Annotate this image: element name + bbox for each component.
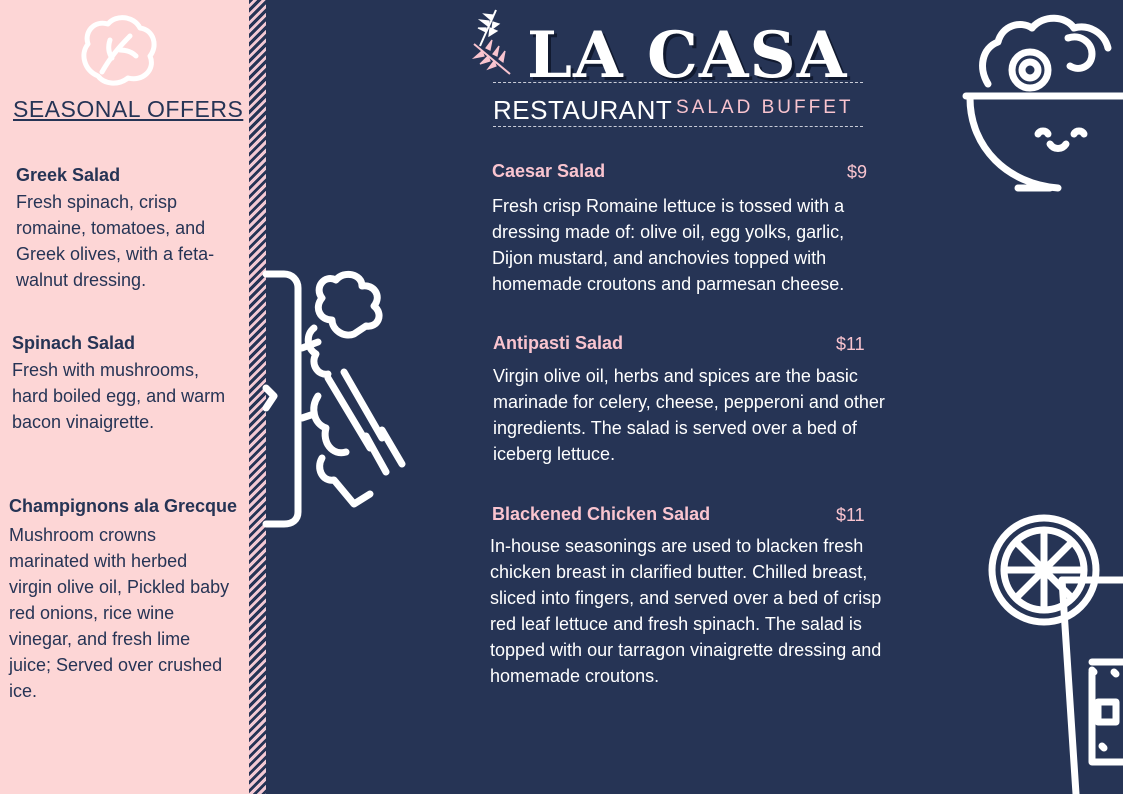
offer-description: Mushroom crowns marinated with herbed virgin olive oil, Pickled baby red onions, rice wine vinegar, and fresh lime juice; Served over crushed ice. (9, 525, 230, 701)
offer-description: Fresh with mushrooms, hard boiled egg, and warm bacon vinaigrette. (12, 360, 226, 432)
menu-item-name: Antipasti Salad (493, 333, 624, 353)
seasonal-offers-title: SEASONAL OFFERS (13, 96, 244, 122)
logo-divider (493, 82, 863, 83)
offer-name: Greek Salad (16, 165, 121, 185)
offer-description: Fresh spinach, crisp romaine, tomatoes, and Greek olives, with a feta-walnut dressing. (16, 192, 215, 290)
logo-divider (493, 126, 863, 127)
lettuce-icon (78, 14, 158, 86)
menu-item-price: $11 (836, 505, 865, 525)
logo-tagline: SALAD BUFFET (676, 97, 854, 118)
vegetables-half-icon (262, 268, 430, 530)
logo-subtitle: RESTAURANT (493, 95, 673, 125)
lemonade-drink-icon (986, 512, 1123, 794)
menu-item-name: Blackened Chicken Salad (492, 504, 711, 524)
seasonal-offers-sidebar (0, 0, 249, 794)
salad-bowl-icon (958, 8, 1123, 198)
menu-item-description: Virgin olive oil, herbs and spices are the basic marinade for celery, cheese, pepperoni and other ingredients. The salad is served over a bed of iceberg lettuce. (493, 366, 885, 464)
offer-name: Spinach Salad (12, 333, 136, 353)
offer-name: Champignons ala Grecque (9, 496, 238, 516)
fern-leaves-icon (466, 6, 522, 76)
menu-item-name: Caesar Salad (492, 161, 606, 181)
menu-item-price: $9 (847, 162, 868, 182)
menu-item-price: $11 (836, 334, 865, 354)
menu-item-description: Fresh crisp Romaine lettuce is tossed with a dressing made of: olive oil, egg yolks, garlic, Dijon mustard, and anchovies topped with homemade croutons and parmesan cheese. (492, 196, 845, 294)
restaurant-logo: LA CASA (527, 18, 848, 93)
menu-item-description: In-house seasonings are used to blacken fresh chicken breast in clarified butter. Chilled breast, sliced into fingers, and served over a bed of crisp red leaf lettuce and fresh spinach. The salad is topped with our tarragon vinaigrette dressing and homemade croutons. (490, 536, 882, 686)
